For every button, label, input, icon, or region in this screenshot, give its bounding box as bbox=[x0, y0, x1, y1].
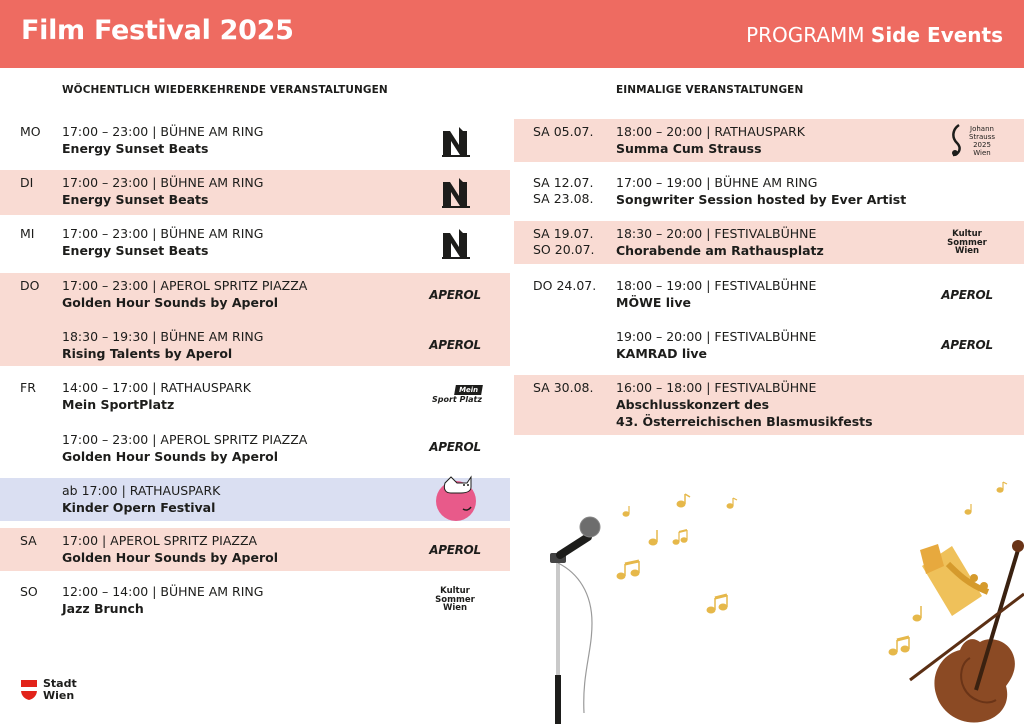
weekly-event-row: FR 14:00 – 17:00 | RATHAUSPARK Mein SportPlatz Mein Sport Platz 17:00 – 23:00 | APEROL SPRITZ PIAZZA Golden Hour Sounds by Aperol APEROL bbox=[20, 380, 482, 464]
stadt-wien-logo: Stadt Wien bbox=[20, 678, 77, 702]
microphone-illustration bbox=[530, 515, 620, 724]
kultursommer-logo: Kultur Sommer Wien bbox=[435, 586, 475, 614]
aperol-logo: APEROL bbox=[941, 288, 993, 302]
oneoff-heading: EINMALIGE VERANSTALTUNGEN bbox=[616, 84, 804, 96]
weekly-heading: WÖCHENTLICH WIEDERKEHRENDE VERANSTALTUNGEN bbox=[62, 84, 388, 96]
kinder-opern-logo bbox=[432, 472, 480, 522]
wien-shield-icon bbox=[20, 679, 38, 701]
aperol-logo: APEROL bbox=[941, 338, 993, 352]
weekly-event-row: SA 17:00 | APEROL SPRITZ PIAZZA Golden Hour Sounds by Aperol APEROL bbox=[0, 528, 510, 571]
weekly-event-row: DI 17:00 – 23:00 | BÜHNE AM RING Energy Sunset Beats bbox=[0, 170, 510, 215]
johann-strauss-logo: Johann Strauss 2025 Wien bbox=[942, 121, 1002, 161]
weekly-event-row: SO 12:00 – 14:00 | BÜHNE AM RING Jazz Brunch Kultur Sommer Wien bbox=[0, 579, 510, 624]
kultursommer-logo: Kultur Sommer Wien bbox=[947, 229, 987, 257]
mein-sportplatz-logo: Mein Sport Platz bbox=[431, 385, 482, 404]
nrj-logo bbox=[436, 123, 476, 161]
trumpet-violin-illustration bbox=[900, 530, 1024, 724]
aperol-logo: APEROL bbox=[429, 338, 481, 352]
weekly-event-row: MO 17:00 – 23:00 | BÜHNE AM RING Energy Sunset Beats bbox=[0, 119, 510, 164]
aperol-logo: APEROL bbox=[429, 288, 481, 302]
weekly-event-row: MI 17:00 – 23:00 | BÜHNE AM RING Energy Sunset Beats bbox=[0, 221, 510, 266]
page-header bbox=[0, 0, 1024, 68]
oneoff-event-row: SA 19.07. SO 20.07. 18:30 – 20:00 | FESTIVALBÜHNE Chorabende am Rathausplatz Kultur Sommer Wien bbox=[514, 221, 1024, 264]
weekly-event-row: ab 17:00 | RATHAUSPARK Kinder Opern Festival bbox=[0, 478, 510, 521]
oneoff-event-row: SA 30.08. 16:00 – 18:00 | FESTIVALBÜHNE Abschlusskonzert des 43. Österreichischen Blasmusikfests bbox=[514, 375, 1024, 435]
nrj-logo bbox=[436, 174, 476, 212]
nrj-logo bbox=[436, 225, 476, 263]
oneoff-event-row: SA 05.07. 18:00 – 20:00 | RATHAUSPARK Summa Cum Strauss Johann Strauss 2025 Wien bbox=[514, 119, 1024, 162]
program-label: PROGRAMM Side Events bbox=[746, 23, 1003, 47]
aperol-logo: APEROL bbox=[429, 440, 481, 454]
oneoff-event-row: SA 12.07. SA 23.08. 17:00 – 19:00 | BÜHNE AM RING Songwriter Session hosted by Ever Artist bbox=[533, 175, 907, 207]
page-title: Film Festival 2025 bbox=[21, 15, 294, 46]
aperol-logo: APEROL bbox=[429, 543, 481, 557]
oneoff-event-row: DO 24.07. 18:00 – 19:00 | FESTIVALBÜHNE MÖWE live APEROL 19:00 – 20:00 | FESTIVALBÜHNE KAMRAD live APEROL bbox=[533, 278, 993, 361]
weekly-event-row: DO 17:00 – 23:00 | APEROL SPRITZ PIAZZA Golden Hour Sounds by Aperol APEROL 18:30 – 19:30 | BÜHNE AM RING Rising Talents by Aperol APEROL bbox=[0, 273, 510, 366]
